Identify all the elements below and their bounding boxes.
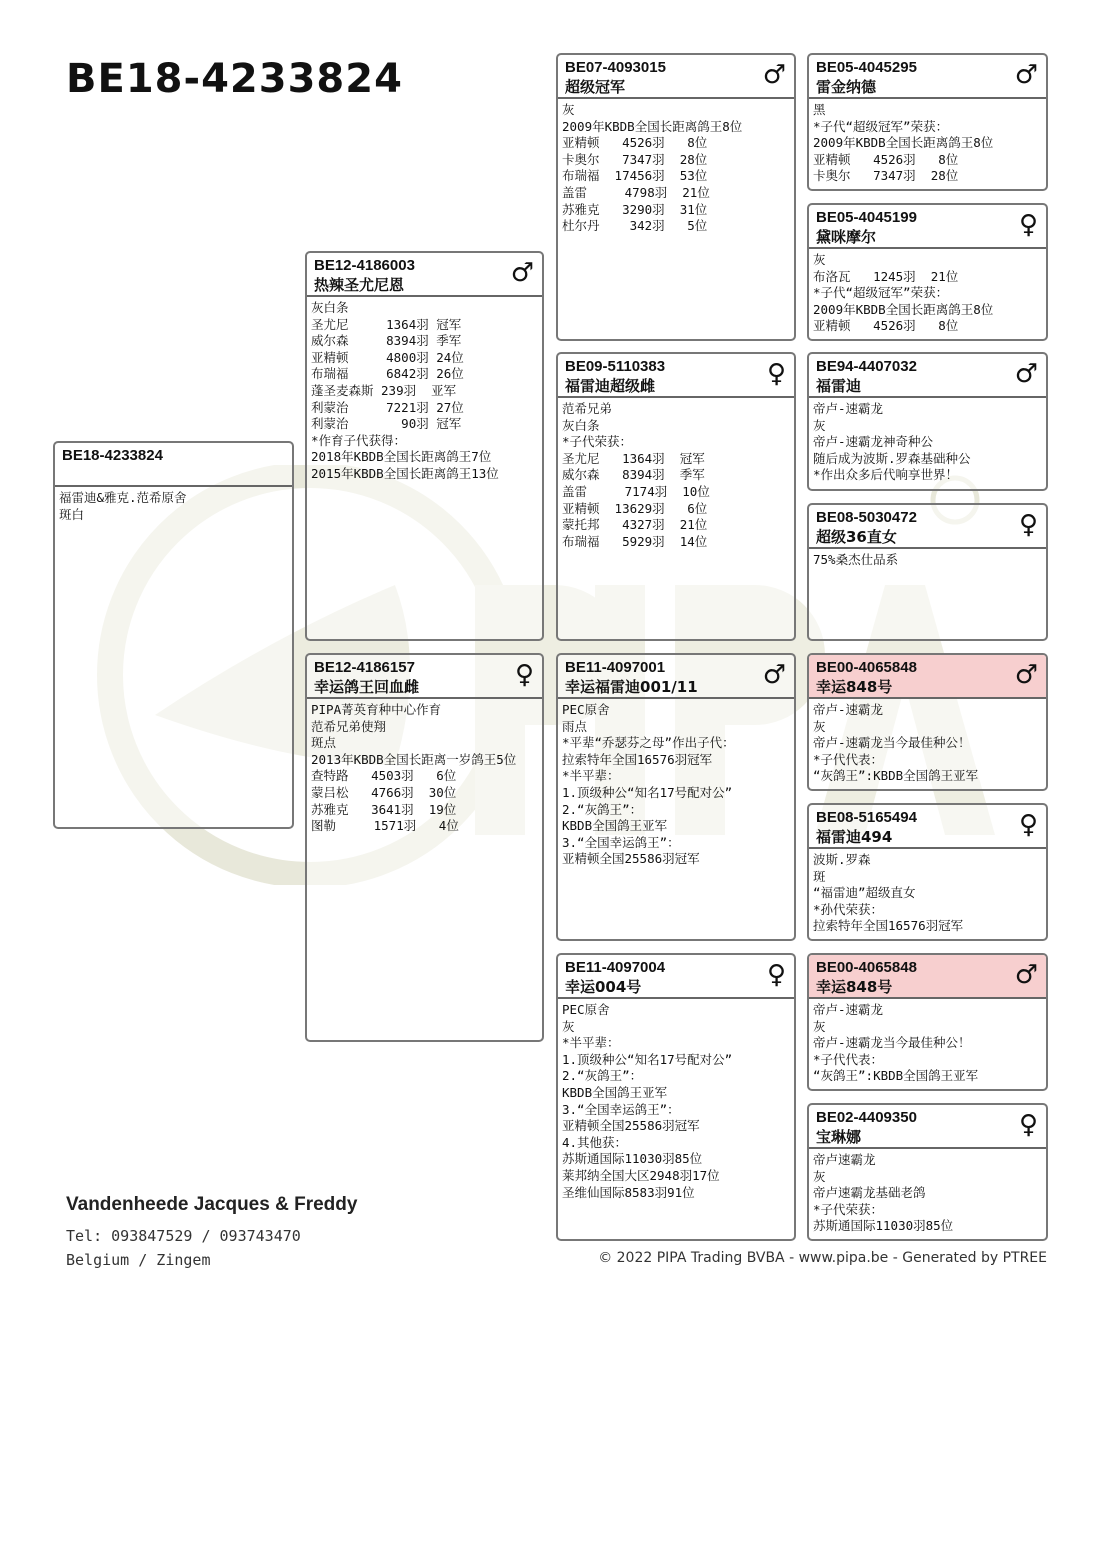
detail-line: 范希兄弟使翔 xyxy=(311,718,387,734)
card-header xyxy=(809,205,1046,249)
ancestor-card xyxy=(305,653,544,1042)
card-header xyxy=(809,805,1046,849)
detail-line: “福雷迪”超级直女 xyxy=(813,885,916,901)
detail-line: 2018年KBDB全国长距离鸽王7位 xyxy=(311,449,492,465)
pigeon-name: 热辣圣尤尼恩 xyxy=(314,276,405,294)
detail-line: *子代荣获： xyxy=(562,434,633,450)
detail-line: 卡奥尔 7347羽 28位 xyxy=(813,168,959,184)
detail-line: 3.“全国幸运鸽王”： xyxy=(562,834,680,850)
ancestor-card xyxy=(807,53,1048,191)
detail-line: 灰 xyxy=(562,1018,575,1034)
detail-line: *半平辈： xyxy=(562,768,620,784)
ancestor-card xyxy=(807,503,1048,641)
detail-line: 卡奥尔 7347羽 28位 xyxy=(562,151,708,167)
subject-pigeon-card xyxy=(53,441,294,829)
pigeon-name: 幸运004号 xyxy=(565,978,642,996)
detail-line: 盖雷 7174羽 10位 xyxy=(562,483,710,499)
detail-line: 亚精顿全国25586羽冠军 xyxy=(562,1118,700,1134)
detail-line: 斑白 xyxy=(59,506,85,522)
detail-line: 圣维仙国际8583羽91位 xyxy=(562,1184,695,1200)
page-title: BE18-4233824 xyxy=(66,56,403,102)
ring-number: BE00-4065848 xyxy=(816,959,917,976)
detail-line: *子代代表： xyxy=(813,1051,884,1067)
detail-line: 雨点 xyxy=(562,718,588,734)
detail-line: 圣尤尼 1364羽 冠军 xyxy=(311,316,462,332)
card-details xyxy=(809,249,1046,335)
pigeon-name: 黛咪摩尔 xyxy=(816,228,877,246)
detail-line: *孙代荣获： xyxy=(813,901,884,917)
card-header xyxy=(809,55,1046,99)
card-details xyxy=(558,398,794,550)
female-icon: ♀ xyxy=(1018,810,1038,840)
pigeon-name: 超级36直女 xyxy=(816,528,897,546)
breeder-name: Vandenheede Jacques & Freddy xyxy=(66,1194,358,1215)
ancestor-card xyxy=(807,803,1048,941)
ancestor-card xyxy=(556,653,796,941)
ring-number: BE05-4045295 xyxy=(816,59,917,76)
card-header xyxy=(307,655,542,699)
ancestor-card xyxy=(807,1103,1048,1241)
detail-line: 杜尔丹 342羽 5位 xyxy=(562,218,708,234)
detail-line: KBDB全国鸽王亚军 xyxy=(562,818,668,834)
detail-line: 2.“灰鸽王”： xyxy=(562,1068,643,1084)
detail-line: 2009年KBDB全国长距离鸽王8位 xyxy=(813,301,994,317)
detail-line: 黑 xyxy=(813,102,826,117)
card-details xyxy=(809,99,1046,185)
pigeon-name: 超级冠军 xyxy=(565,78,626,96)
card-header xyxy=(55,443,292,487)
detail-line: 利蒙治 90羽 冠军 xyxy=(311,416,462,432)
pigeon-name: 幸运848号 xyxy=(816,978,893,996)
detail-line: 帝卢-速霸龙神奇种公 xyxy=(813,434,934,450)
detail-line: 布洛瓦 1245羽 21位 xyxy=(813,268,959,284)
detail-line: 范希兄弟 xyxy=(562,401,613,416)
detail-line: 莱邦纳全国大区2948羽17位 xyxy=(562,1167,720,1183)
detail-line: 亚精顿 13629羽 6位 xyxy=(562,500,708,516)
detail-line: 灰 xyxy=(813,718,826,734)
detail-line: 利蒙治 7221羽 27位 xyxy=(311,399,464,415)
ancestor-card xyxy=(807,352,1048,491)
card-details xyxy=(558,999,794,1201)
female-icon: ♀ xyxy=(766,359,786,389)
detail-line: 灰白条 xyxy=(562,417,600,433)
pigeon-name: 幸运848号 xyxy=(816,678,893,696)
detail-line: 苏雅克 3641羽 19位 xyxy=(311,801,457,817)
ring-number: BE08-5030472 xyxy=(816,509,917,526)
breeder-location: Belgium / Zingem xyxy=(66,1251,211,1269)
detail-line: 蓬圣麦森斯 239羽 亚军 xyxy=(311,382,457,398)
detail-line: 亚精顿 4526羽 8位 xyxy=(562,135,708,151)
breeder-phone: Tel: 093847529 / 093743470 xyxy=(66,1227,301,1245)
detail-line: 苏斯通国际11030羽85位 xyxy=(562,1151,703,1167)
detail-line: 拉索特年全国16576羽冠军 xyxy=(562,751,713,767)
ring-number: BE08-5165494 xyxy=(816,809,917,826)
card-details xyxy=(809,999,1046,1085)
female-icon: ♀ xyxy=(1018,1110,1038,1140)
detail-line: *子代“超级冠军”荣获： xyxy=(813,285,949,301)
detail-line: 盖雷 4798羽 21位 xyxy=(562,184,710,200)
detail-line: 苏斯通国际11030羽85位 xyxy=(813,1218,954,1234)
female-icon: ♀ xyxy=(1018,510,1038,540)
card-details xyxy=(809,1149,1046,1235)
ancestor-card xyxy=(556,53,796,341)
detail-line: 亚精顿 4526羽 8位 xyxy=(813,151,959,167)
card-details xyxy=(809,849,1046,935)
detail-line: 苏雅克 3290羽 31位 xyxy=(562,201,708,217)
detail-line: *子代代表： xyxy=(813,751,884,767)
detail-line: 帝卢-速霸龙当今最佳种公！ xyxy=(813,735,971,751)
detail-line: 灰 xyxy=(562,102,575,117)
ring-number: BE05-4045199 xyxy=(816,209,917,226)
card-details xyxy=(55,487,292,523)
detail-line: 帝卢-速霸龙当今最佳种公！ xyxy=(813,1035,971,1051)
ring-number: BE18-4233824 xyxy=(62,447,163,464)
detail-line: *作育子代获得： xyxy=(311,432,407,448)
card-header xyxy=(558,354,794,398)
card-header xyxy=(809,354,1046,398)
female-icon: ♀ xyxy=(1018,210,1038,240)
male-icon: ♂ xyxy=(762,660,786,690)
detail-line: PIPA菁英育种中心作育 xyxy=(311,702,442,717)
card-header xyxy=(809,955,1046,999)
detail-line: 亚精顿 4526羽 8位 xyxy=(813,318,959,334)
card-header xyxy=(558,655,794,699)
detail-line: 布瑞福 5929羽 14位 xyxy=(562,533,708,549)
ring-number: BE11-4097004 xyxy=(565,959,666,976)
ancestor-card xyxy=(807,653,1048,791)
detail-line: 亚精顿 4800羽 24位 xyxy=(311,349,464,365)
male-icon: ♂ xyxy=(1014,60,1038,90)
ring-number: BE00-4065848 xyxy=(816,659,917,676)
detail-line: 查特路 4503羽 6位 xyxy=(311,768,457,784)
card-header xyxy=(558,955,794,999)
ring-number: BE09-5110383 xyxy=(565,358,666,375)
detail-line: 2009年KBDB全国长距离鸽王8位 xyxy=(562,118,743,134)
male-icon: ♂ xyxy=(1014,359,1038,389)
detail-line: *半平辈： xyxy=(562,1035,620,1051)
detail-line: 福雷迪&雅克.范希原舍 xyxy=(59,490,187,505)
detail-line: 帝卢-速霸龙 xyxy=(813,401,884,416)
detail-line: 灰 xyxy=(813,252,826,267)
ancestor-card xyxy=(305,251,544,641)
detail-line: 4.其他获： xyxy=(562,1134,628,1150)
detail-line: 灰 xyxy=(813,417,826,433)
pigeon-name: 福雷迪超级雌 xyxy=(565,377,656,395)
detail-line: 1.顶级种公“知名17号配对公” xyxy=(562,1051,733,1067)
pigeon-name: 宝琳娜 xyxy=(816,1128,862,1146)
card-details xyxy=(558,99,794,235)
ancestor-card xyxy=(807,953,1048,1091)
card-details xyxy=(558,699,794,868)
detail-line: 波斯.罗森 xyxy=(813,852,871,867)
detail-line: 帝卢速霸龙基础老鸽 xyxy=(813,1185,926,1201)
detail-line: 灰 xyxy=(813,1018,826,1034)
male-icon: ♂ xyxy=(1014,960,1038,990)
detail-line: 布瑞福 17456羽 53位 xyxy=(562,168,708,184)
ancestor-card xyxy=(556,953,796,1241)
ring-number: BE12-4186003 xyxy=(314,257,415,274)
card-details xyxy=(307,297,542,483)
detail-line: PEC原舍 xyxy=(562,702,610,717)
detail-line: *作出众多后代响享世界！ xyxy=(813,467,959,483)
detail-line: PEC原舍 xyxy=(562,1002,610,1017)
ring-number: BE11-4097001 xyxy=(565,659,666,676)
detail-line: *平辈“乔瑟芬之母”作出子代： xyxy=(562,735,735,751)
detail-line: 75%桑杰仕品系 xyxy=(813,552,899,567)
male-icon: ♂ xyxy=(510,258,534,288)
pigeon-name: 幸运鸽王回血雌 xyxy=(314,678,420,696)
detail-line: 帝卢-速霸龙 xyxy=(813,702,884,717)
copyright: © 2022 PIPA Trading BVBA - www.pipa.be - Generated by PTREE xyxy=(598,1250,1047,1266)
detail-line: 蒙吕松 4766羽 30位 xyxy=(311,784,457,800)
detail-line: 2009年KBDB全国长距离鸽王8位 xyxy=(813,135,994,151)
detail-line: 1.顶级种公“知名17号配对公” xyxy=(562,784,733,800)
card-header xyxy=(809,1105,1046,1149)
card-details xyxy=(809,549,1046,569)
detail-line: 随后成为波斯.罗森基础种公 xyxy=(813,450,971,466)
card-details xyxy=(809,398,1046,484)
female-icon: ♀ xyxy=(766,960,786,990)
pigeon-name: 雷金纳德 xyxy=(816,78,877,96)
card-header xyxy=(809,505,1046,549)
detail-line: “灰鸽王”:KBDB全国鸽王亚军 xyxy=(813,1068,979,1084)
detail-line: 灰白条 xyxy=(311,300,349,315)
detail-line: 圣尤尼 1364羽 冠军 xyxy=(562,450,705,466)
detail-line: 亚精顿全国25586羽冠军 xyxy=(562,851,700,867)
detail-line: 帝卢-速霸龙 xyxy=(813,1002,884,1017)
detail-line: 3.“全国幸运鸽王”： xyxy=(562,1101,680,1117)
detail-line: *子代“超级冠军”荣获： xyxy=(813,118,949,134)
ring-number: BE12-4186157 xyxy=(314,659,415,676)
ancestor-card xyxy=(556,352,796,641)
detail-line: 斑 xyxy=(813,868,826,884)
detail-line: 威尔森 8394羽 季军 xyxy=(562,467,705,483)
card-details xyxy=(809,699,1046,785)
card-header xyxy=(558,55,794,99)
pigeon-name: 幸运福雷迪001/11 xyxy=(565,678,698,696)
ancestor-card xyxy=(807,203,1048,341)
pigeon-name: 福雷迪494 xyxy=(816,828,893,846)
card-header xyxy=(809,655,1046,699)
detail-line: 布瑞福 6842羽 26位 xyxy=(311,366,464,382)
ring-number: BE07-4093015 xyxy=(565,59,666,76)
detail-line: 灰 xyxy=(813,1168,826,1184)
detail-line: 2015年KBDB全国长距离鸽王13位 xyxy=(311,465,499,481)
ring-number: BE94-4407032 xyxy=(816,358,917,375)
detail-line: 帝卢速霸龙 xyxy=(813,1152,876,1167)
detail-line: 2.“灰鸽王”： xyxy=(562,801,643,817)
detail-line: 蒙托邦 4327羽 21位 xyxy=(562,517,708,533)
pigeon-name: 福雷迪 xyxy=(816,377,862,395)
male-icon: ♂ xyxy=(762,60,786,90)
detail-line: “灰鸽王”:KBDB全国鸽王亚军 xyxy=(813,768,979,784)
male-icon: ♂ xyxy=(1014,660,1038,690)
detail-line: KBDB全国鸽王亚军 xyxy=(562,1084,668,1100)
detail-line: 威尔森 8394羽 季军 xyxy=(311,333,462,349)
card-header xyxy=(307,253,542,297)
card-details xyxy=(307,699,542,835)
detail-line: 斑点 xyxy=(311,735,337,751)
detail-line: *子代荣获： xyxy=(813,1201,884,1217)
detail-line: 图勒 1571羽 4位 xyxy=(311,818,459,834)
female-icon: ♀ xyxy=(514,660,534,690)
detail-line: 2013年KBDB全国长距离一岁鸽王5位 xyxy=(311,751,517,767)
detail-line: 拉索特年全国16576羽冠军 xyxy=(813,918,964,934)
ring-number: BE02-4409350 xyxy=(816,1109,917,1126)
